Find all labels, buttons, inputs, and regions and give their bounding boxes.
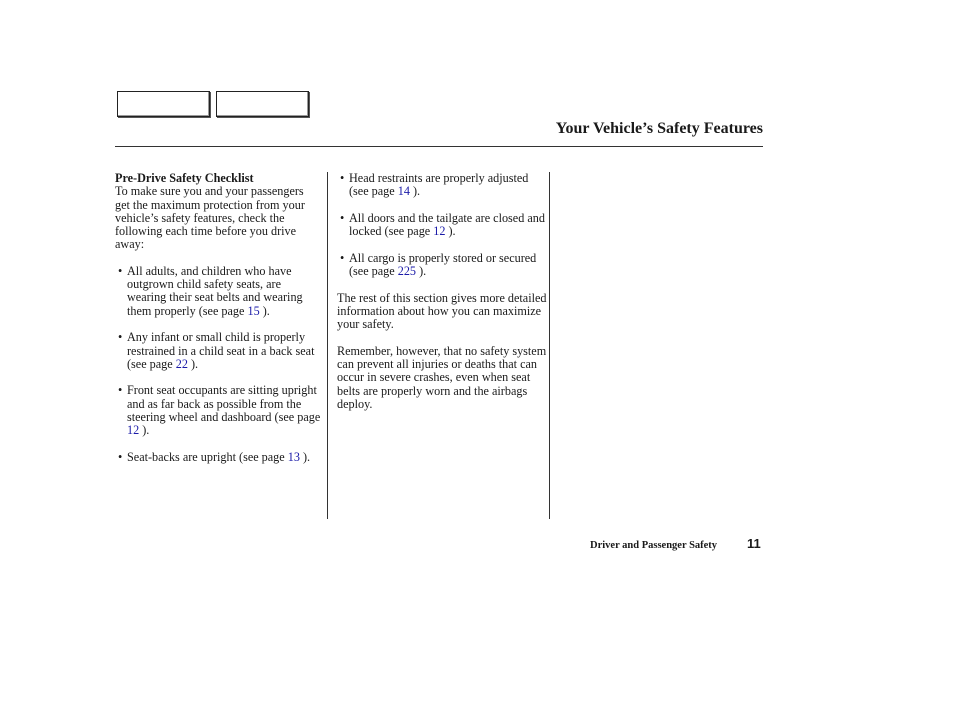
page-link[interactable]: 12: [127, 423, 140, 438]
middle-column: [337, 172, 547, 425]
left-column: [115, 172, 321, 478]
checklist-heading: Pre-Drive Safety Checklist: [115, 171, 254, 185]
page-link[interactable]: 22: [175, 356, 188, 371]
page-title: Your Vehicle’s Safety Features: [555, 120, 763, 137]
checklist-item: • Front seat occupants are sitting upright and as far back as possible from the steering wheel and dashboard (see page 12 ).: [115, 384, 321, 437]
checklist-item: • Seat-backs are upright (see page 13 ).: [115, 451, 321, 464]
checklist-item: • All adults, and children who have outgrown child safety seats, are wearing their seat belts and wearing them properly (see page 15 ).: [115, 265, 321, 318]
checklist-item: • All cargo is properly stored or secured (see page 225 ).: [337, 252, 547, 279]
body-paragraph: The rest of this section gives more detailed information about how you can maximize your safety.: [337, 290, 547, 332]
checklist-item: • All doors and the tailgate are closed and locked (see page 12 ).: [337, 212, 547, 239]
title-divider: [115, 146, 763, 147]
checklist-intro: To make sure you and your passengers get the maximum protection from your vehicle’s safety features, check the following each time before you drive away:: [115, 184, 305, 252]
checklist-item: • Any infant or small child is properly restrained in a child seat in a back seat (see page 22 ).: [115, 331, 321, 371]
page-number: 11: [747, 536, 761, 551]
page-link[interactable]: 14: [397, 184, 410, 199]
checklist-item: • Head restraints are properly adjusted (see page 14 ).: [337, 172, 547, 199]
column-divider-right: [549, 172, 550, 519]
page-link[interactable]: 13: [287, 449, 300, 464]
page-link[interactable]: 225: [397, 264, 417, 279]
body-paragraph: Remember, however, that no safety system can prevent all injuries or deaths that can occur in severe crashes, even when seat belts are properly worn and the airbags deploy.: [337, 343, 547, 412]
nav-next-button[interactable]: [216, 91, 309, 117]
nav-previous-button[interactable]: [117, 91, 210, 117]
page-link[interactable]: 15: [247, 303, 260, 318]
page-link[interactable]: 12: [433, 224, 446, 239]
column-divider-left: [327, 172, 328, 519]
section-label: Driver and Passenger Safety: [590, 540, 718, 551]
